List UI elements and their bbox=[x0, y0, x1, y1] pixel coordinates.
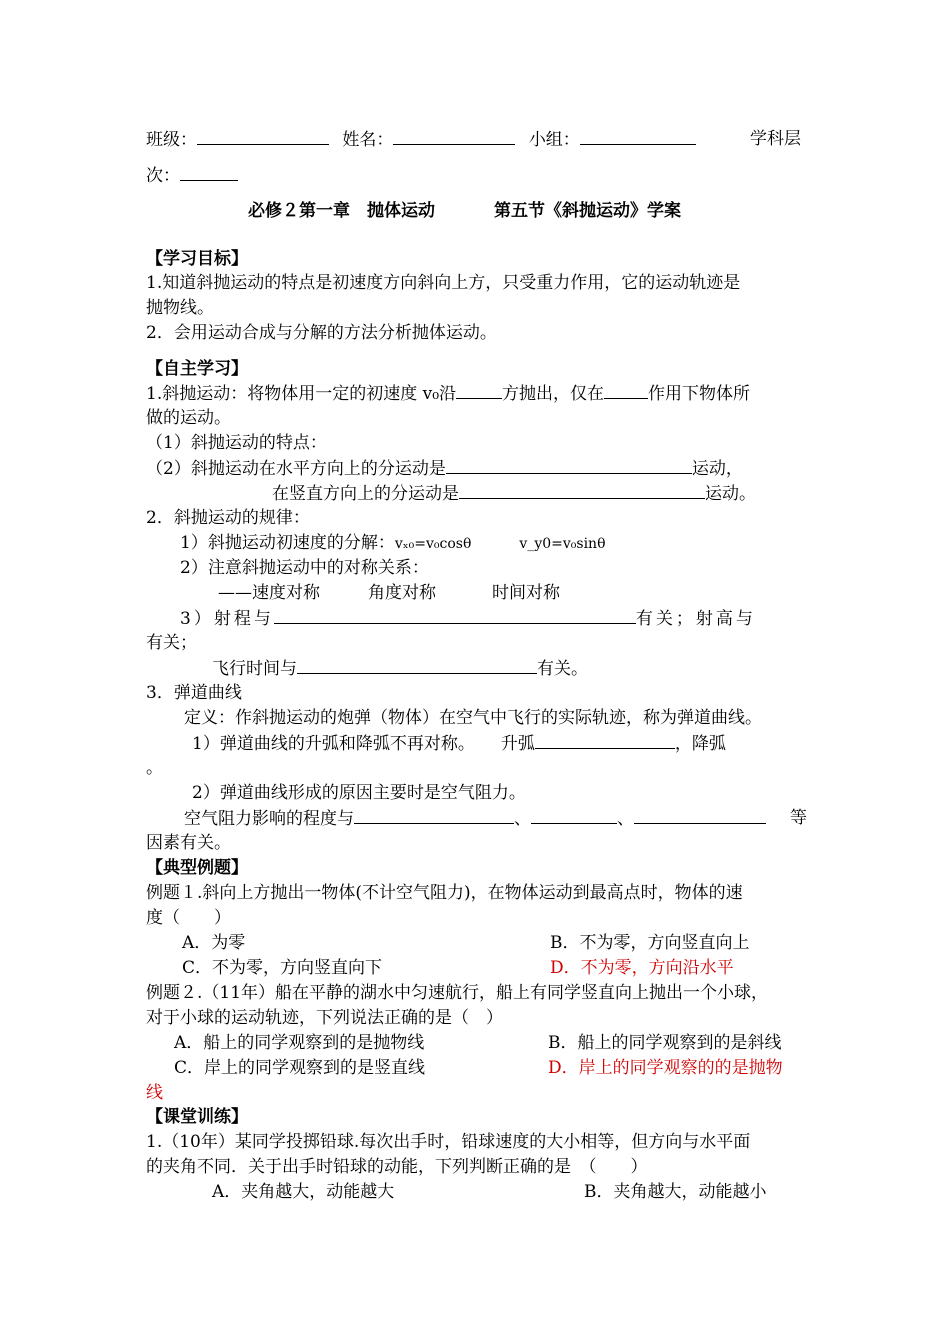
q3-3-etc: 等 bbox=[790, 808, 807, 828]
q1-line-2: 做的运动。 bbox=[146, 408, 231, 428]
example-1-line-1: 例题１.斜向上方抛出一物体(不计空气阻力)，在物体运动到最高点时，物体的速 bbox=[146, 883, 743, 903]
q1-text-b: 方抛出，仅在 bbox=[502, 384, 605, 404]
practice-1-option-a: A．夹角越大，动能越大 bbox=[212, 1182, 395, 1202]
q2-3-line-2: 有关； bbox=[146, 633, 197, 653]
q1-2 bbox=[146, 457, 743, 480]
title-left: 必修２第一章 抛体运动 bbox=[248, 201, 435, 221]
examples-heading: 【典型例题】 bbox=[146, 858, 248, 878]
group-blank bbox=[580, 128, 696, 145]
q3-definition: 定义：作斜抛运动的炮弹（物体）在空气中飞行的实际轨迹，称为弹道曲线。 bbox=[184, 708, 762, 728]
example-2-option-b: B．船上的同学观察到的是斜线 bbox=[548, 1033, 782, 1053]
example-2-line-1: 例题２.（11年）船在平静的湖水中匀速航行，船上有同学竖直向上抛出一个小球， bbox=[146, 983, 769, 1003]
sym-angle: 角度对称 bbox=[368, 583, 436, 603]
practice-heading: 【课堂训练】 bbox=[146, 1107, 248, 1127]
flight-time-end: 有关。 bbox=[537, 659, 588, 679]
level-label-2: 次： bbox=[146, 166, 180, 186]
example-1-line-2: 度（ ） bbox=[146, 908, 231, 928]
group-label: 小组： bbox=[528, 130, 580, 150]
separator-2: 、 bbox=[617, 809, 634, 829]
q3-1 bbox=[192, 732, 726, 755]
rising-arc-blank bbox=[535, 732, 675, 749]
practice-1-line-2: 的夹角不同．关于出手时铅球的动能，下列判断正确的是 （ ） bbox=[146, 1157, 648, 1177]
q1-2-blank bbox=[446, 457, 692, 474]
q3-1-text: 1）弹道曲线的升弧和降弧不再对称。 bbox=[192, 734, 475, 754]
header-info bbox=[146, 128, 696, 151]
q2-symmetry bbox=[218, 582, 560, 604]
q1-2-text-a: （2）斜抛运动在水平方向上的分运动是 bbox=[146, 459, 446, 479]
q2-3-text-a: 3）射程与 bbox=[180, 609, 274, 629]
air-factor-blank-3 bbox=[634, 807, 766, 824]
example-2-line-2: 对于小球的运动轨迹，下列说法正确的是（ ） bbox=[146, 1008, 503, 1028]
q1-blank-2 bbox=[604, 382, 648, 399]
class-blank bbox=[197, 128, 329, 145]
q3: 3．弹道曲线 bbox=[146, 683, 242, 703]
example-2-option-a: A．船上的同学观察到的是抛物线 bbox=[174, 1033, 425, 1053]
example-1-option-a: A．为零 bbox=[182, 933, 246, 953]
q3-3 bbox=[184, 807, 766, 830]
flight-time-blank bbox=[297, 657, 537, 674]
name-label: 姓名： bbox=[342, 130, 394, 150]
example-2-option-d-answer: D．岸上的同学观察的的是抛物 bbox=[548, 1058, 783, 1078]
flight-time-text: 飞行时间与 bbox=[212, 659, 297, 679]
q3-3-text: 空气阻力影响的程度与 bbox=[184, 809, 354, 829]
goal-2: 2．会用运动合成与分解的方法分析抛体运动。 bbox=[146, 323, 497, 343]
example-1-option-b: B．不为零，方向竖直向上 bbox=[550, 933, 750, 953]
air-factor-blank-1 bbox=[354, 807, 514, 824]
q2: 2．斜抛运动的规律： bbox=[146, 508, 310, 528]
sym-velocity: ——速度对称 bbox=[218, 583, 320, 603]
q1-3-text-a: 在竖直方向上的分运动是 bbox=[272, 484, 459, 504]
level-blank bbox=[180, 164, 238, 181]
vx0-formula: vₓ₀=v₀cosθ bbox=[394, 536, 472, 552]
class-label: 班级： bbox=[146, 130, 197, 150]
q1-text-c: 作用下物体所 bbox=[648, 384, 751, 404]
practice-1-option-b: B．夹角越大，动能越小 bbox=[584, 1182, 767, 1202]
q1-blank-1 bbox=[456, 382, 502, 399]
q1-line-1 bbox=[146, 382, 750, 405]
q3-3-line-2: 因素有关。 bbox=[146, 833, 231, 853]
q2-2: 2）注意斜抛运动中的对称关系： bbox=[180, 558, 429, 578]
example-1-option-d-answer: D．不为零，方向沿水平 bbox=[550, 958, 734, 978]
rising-arc-label: 升弧 bbox=[500, 734, 535, 754]
q1-3-text-b: 运动。 bbox=[705, 484, 756, 504]
self-study-heading: 【自主学习】 bbox=[146, 359, 248, 379]
vy0-formula: v_y0=v₀sinθ bbox=[519, 536, 606, 552]
goals-heading: 【学习目标】 bbox=[146, 249, 248, 269]
q2-3 bbox=[180, 607, 756, 630]
q1-3 bbox=[272, 482, 756, 505]
separator-1: 、 bbox=[514, 809, 531, 829]
q1-text-a: 1.斜抛运动：将物体用一定的初速度 v₀沿 bbox=[146, 384, 457, 404]
q3-1-end: 。 bbox=[146, 758, 163, 778]
goal-1-line-1: 1.知道斜抛运动的特点是初速度方向斜向上方，只受重力作用，它的运动轨迹是 bbox=[146, 273, 741, 293]
level-label: 学科层 bbox=[750, 129, 801, 149]
name-blank bbox=[393, 128, 515, 145]
example-1-option-c: C．不为零，方向竖直向下 bbox=[182, 958, 383, 978]
range-blank bbox=[274, 607, 636, 624]
q2-1-text: 1）斜抛运动初速度的分解： bbox=[180, 533, 395, 553]
goal-1-line-2: 抛物线。 bbox=[146, 298, 214, 318]
q2-1 bbox=[180, 532, 606, 555]
falling-arc-label: ，降弧 bbox=[674, 734, 726, 754]
q1-2-text-b: 运动， bbox=[691, 459, 743, 479]
q1-3-blank bbox=[459, 482, 705, 499]
q2-3-flight bbox=[212, 657, 588, 680]
title-right: 第五节《斜抛运动》学案 bbox=[494, 201, 681, 221]
level-line2 bbox=[146, 164, 238, 187]
practice-1-line-1: 1.（10年）某同学投掷铅球.每次出手时，铅球速度的大小相等，但方向与水平面 bbox=[146, 1132, 751, 1152]
example-2-option-d-line-2: 线 bbox=[146, 1083, 163, 1103]
sym-time: 时间对称 bbox=[492, 583, 560, 603]
q3-2: 2）弹道曲线形成的原因主要时是空气阻力。 bbox=[192, 783, 526, 803]
q2-3-text-b: 有关；射高与 bbox=[635, 609, 756, 629]
air-factor-blank-2 bbox=[531, 807, 617, 824]
example-2-option-c: C．岸上的同学观察到的是竖直线 bbox=[174, 1058, 426, 1078]
q1-1: （1）斜抛运动的特点： bbox=[146, 433, 327, 453]
